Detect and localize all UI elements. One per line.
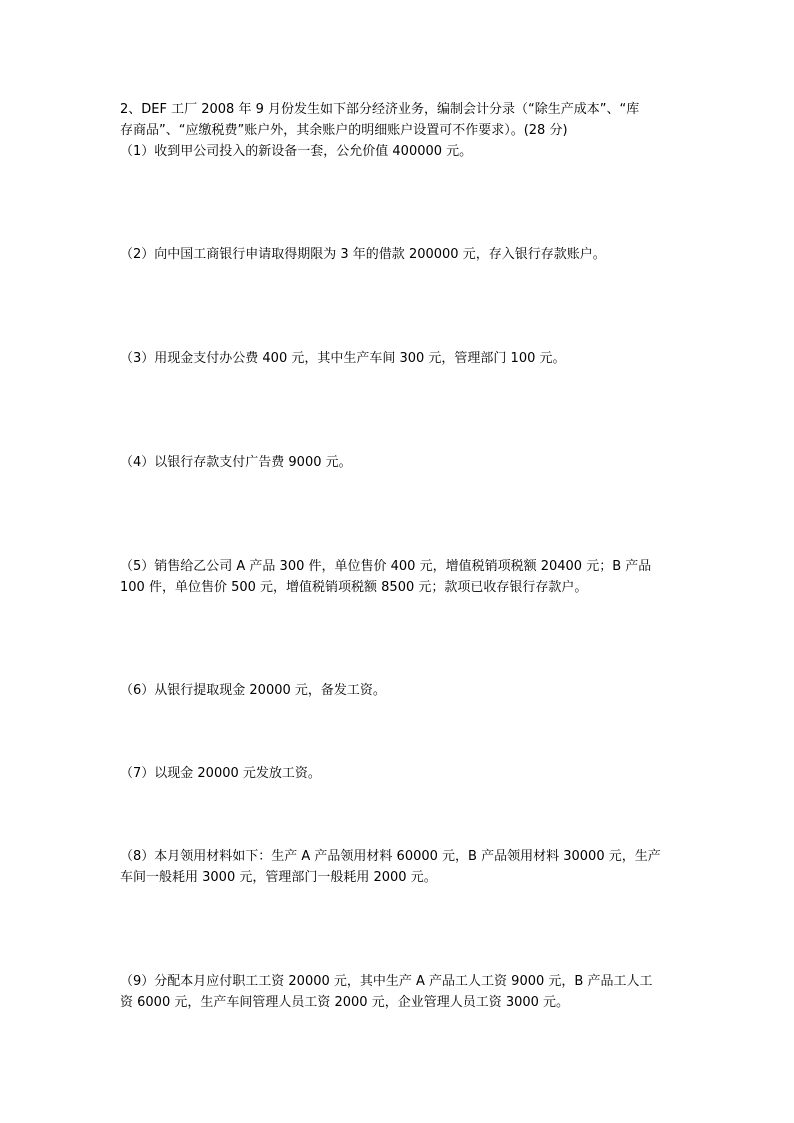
item-7-line-1: （7）以现金 20000 元发放工资。: [120, 766, 321, 781]
item-8-line-1: （8）本月领用材料如下：生产 A 产品领用材料 60000 元，B 产品领用材料 30000 元，生产: [120, 849, 661, 864]
question-title-line-1: 2、DEF 工厂 2008 年 9 月份发生如下部分经济业务，编制会计分录（“除生产成本”、“库: [120, 102, 640, 117]
item-9-line-2: 资 6000 元，生产车间管理人员工资 2000 元，企业管理人员工资 3000 元。: [120, 995, 570, 1010]
item-5-line-1: （5）销售给乙公司 A 产品 300 件，单位售价 400 元，增值税销项税额 20400 元；B 产品: [120, 559, 652, 574]
item-9-line-1: （9）分配本月应付职工工资 20000 元，其中生产 A 产品工人工资 9000 元，B 产品工人工: [120, 974, 653, 989]
item-3-line-1: （3）用现金支付办公费 400 元，其中生产车间 300 元，管理部门 100 元。: [120, 351, 566, 366]
item-1-line-1: （1）收到甲公司投入的新设备一套，公允价值 400000 元。: [120, 144, 473, 159]
question-title-line-2: 存商品”、“应缴税费”账户外，其余账户的明细账户设置可不作要求）。(28 分): [120, 123, 568, 138]
item-4-line-1: （4）以银行存款支付广告费 9000 元。: [120, 455, 352, 470]
item-6-line-1: （6）从银行提取现金 20000 元，备发工资。: [120, 683, 386, 698]
item-2-line-1: （2）向中国工商银行申请取得期限为 3 年的借款 200000 元，存入银行存款账户。: [120, 247, 606, 262]
item-8-line-2: 车间一般耗用 3000 元，管理部门一般耗用 2000 元。: [120, 870, 437, 885]
item-5-line-2: 100 件，单位售价 500 元，增值税销项税额 8500 元；款项已收存银行存款户。: [120, 580, 588, 595]
